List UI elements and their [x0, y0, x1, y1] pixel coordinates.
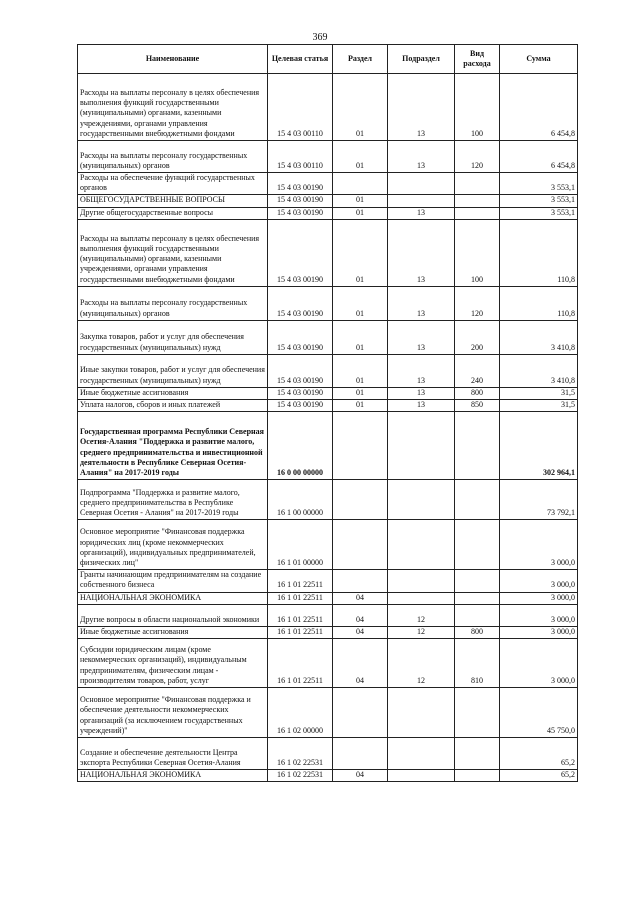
- header-sum: Сумма: [500, 45, 578, 74]
- table-row: [78, 195, 578, 207]
- table-row: [78, 219, 578, 286]
- row-sum: 6 454,8: [500, 141, 578, 173]
- row-sum: 31,5: [500, 387, 578, 399]
- row-expense-type: 120: [455, 286, 500, 320]
- table-row: [78, 570, 578, 592]
- row-expense-type: 100: [455, 74, 500, 141]
- row-expense-type: 810: [455, 639, 500, 688]
- table-row: [78, 141, 578, 173]
- row-name: НАЦИОНАЛЬНАЯ ЭКОНОМИКА: [78, 770, 268, 782]
- row-target-article: 16 1 01 22511: [268, 592, 333, 604]
- row-expense-type: 240: [455, 354, 500, 387]
- row-name: Государственная программа Республики Северная Осетия-Алания "Поддержка и развитие малого, среднего предпринимательства и инвестиционной деятельности в Республике Северная Осетия-Алания" на 2017-2019 годы: [78, 412, 268, 480]
- row-expense-type: [455, 207, 500, 219]
- table-row: [78, 74, 578, 141]
- row-target-article: 16 1 02 00000: [268, 688, 333, 738]
- row-target-article: 15 4 03 00190: [268, 400, 333, 412]
- row-sum: 3 410,8: [500, 354, 578, 387]
- row-name: Расходы на выплаты персоналу государственных (муниципальных) органов: [78, 141, 268, 173]
- row-name: ОБЩЕГОСУДАРСТВЕННЫЕ ВОПРОСЫ: [78, 195, 268, 207]
- row-name: Основное мероприятие "Финансовая поддержка юридических лиц (кроме некоммерческих организаций), индивидуальных предпринимателей, физических лиц": [78, 520, 268, 570]
- row-target-article: 15 4 03 00190: [268, 195, 333, 207]
- row-sum: 110,8: [500, 219, 578, 286]
- row-sum: 3 553,1: [500, 173, 578, 195]
- row-name: Другие общегосударственные вопросы: [78, 207, 268, 219]
- row-sum: 3 410,8: [500, 320, 578, 354]
- row-section: 01: [333, 141, 388, 173]
- row-subsection: [388, 592, 455, 604]
- row-expense-type: [455, 738, 500, 770]
- row-subsection: 13: [388, 400, 455, 412]
- row-section: [333, 412, 388, 480]
- row-name: Расходы на выплаты персоналу в целях обеспечения выполнения функций государственными (муниципальными) органами, казенными учреждениями, органами управления государственными внебюджетными фондами: [78, 219, 268, 286]
- page-number: 369: [312, 32, 328, 43]
- row-target-article: 16 0 00 00000: [268, 412, 333, 480]
- row-sum: 3 000,0: [500, 626, 578, 638]
- row-sum: 110,8: [500, 286, 578, 320]
- row-expense-type: [455, 412, 500, 480]
- row-subsection: 13: [388, 286, 455, 320]
- row-section: 01: [333, 387, 388, 399]
- row-subsection: 13: [388, 354, 455, 387]
- table-row: [78, 354, 578, 387]
- row-target-article: 15 4 03 00190: [268, 387, 333, 399]
- row-sum: 6 454,8: [500, 74, 578, 141]
- row-section: [333, 480, 388, 520]
- row-subsection: 13: [388, 320, 455, 354]
- row-section: 01: [333, 195, 388, 207]
- row-target-article: 15 4 03 00190: [268, 320, 333, 354]
- row-section: [333, 570, 388, 592]
- row-sum: 3 000,0: [500, 520, 578, 570]
- row-section: 04: [333, 626, 388, 638]
- row-subsection: [388, 520, 455, 570]
- table-row: [78, 387, 578, 399]
- row-subsection: [388, 770, 455, 782]
- row-subsection: [388, 195, 455, 207]
- row-expense-type: [455, 592, 500, 604]
- row-expense-type: 200: [455, 320, 500, 354]
- row-sum: 31,5: [500, 400, 578, 412]
- row-subsection: 13: [388, 219, 455, 286]
- table-row: [78, 604, 578, 626]
- row-target-article: 16 1 01 22511: [268, 626, 333, 638]
- table-row: [78, 173, 578, 195]
- row-section: 01: [333, 74, 388, 141]
- row-target-article: 16 1 01 22511: [268, 570, 333, 592]
- row-expense-type: 800: [455, 626, 500, 638]
- row-section: [333, 688, 388, 738]
- row-section: [333, 738, 388, 770]
- table-row: [78, 286, 578, 320]
- row-sum: 3 000,0: [500, 592, 578, 604]
- table-row: [78, 320, 578, 354]
- row-sum: 3 000,0: [500, 639, 578, 688]
- row-sum: 3 000,0: [500, 570, 578, 592]
- row-name: Субсидии юридическим лицам (кроме некоммерческих организаций), индивидуальным предпринимателям, физическим лицам - производителям товаров, работ, услуг: [78, 639, 268, 688]
- row-target-article: 16 1 01 00000: [268, 520, 333, 570]
- row-section: 04: [333, 592, 388, 604]
- row-subsection: [388, 688, 455, 738]
- row-name: Основное мероприятие "Финансовая поддержка и обеспечение деятельности некоммерческих организаций (за исключением государственных учреждений)": [78, 688, 268, 738]
- table-row: [78, 480, 578, 520]
- row-name: Закупка товаров, работ и услуг для обеспечения государственных (муниципальных) нужд: [78, 320, 268, 354]
- row-expense-type: [455, 173, 500, 195]
- table-row: [78, 400, 578, 412]
- row-sum: 45 750,0: [500, 688, 578, 738]
- header-subsection: Подраздел: [388, 45, 455, 74]
- row-subsection: [388, 173, 455, 195]
- row-expense-type: [455, 195, 500, 207]
- header-target-article: Целевая статья: [268, 45, 333, 74]
- row-section: 01: [333, 286, 388, 320]
- row-expense-type: 120: [455, 141, 500, 173]
- row-name: Иные бюджетные ассигнования: [78, 626, 268, 638]
- header-expense-type: Вид расхода: [455, 45, 500, 74]
- row-subsection: 13: [388, 387, 455, 399]
- row-target-article: 15 4 03 00110: [268, 74, 333, 141]
- budget-table: [77, 44, 578, 782]
- row-name: Иные бюджетные ассигнования: [78, 387, 268, 399]
- table-row: [78, 520, 578, 570]
- row-subsection: [388, 570, 455, 592]
- table-body: [78, 74, 578, 782]
- row-sum: 65,2: [500, 770, 578, 782]
- table-row: [78, 688, 578, 738]
- row-name: Расходы на выплаты персоналу государственных (муниципальных) органов: [78, 286, 268, 320]
- row-subsection: 13: [388, 207, 455, 219]
- table-row: [78, 639, 578, 688]
- row-expense-type: [455, 604, 500, 626]
- table-row: [78, 770, 578, 782]
- row-subsection: [388, 412, 455, 480]
- row-target-article: 15 4 03 00190: [268, 286, 333, 320]
- row-expense-type: 800: [455, 387, 500, 399]
- row-target-article: 15 4 03 00190: [268, 173, 333, 195]
- row-target-article: 15 4 03 00190: [268, 207, 333, 219]
- row-target-article: 16 1 00 00000: [268, 480, 333, 520]
- row-target-article: 15 4 03 00190: [268, 354, 333, 387]
- row-section: 04: [333, 770, 388, 782]
- row-target-article: 16 1 01 22511: [268, 604, 333, 626]
- row-name: Подпрограмма "Поддержка и развитие малого, среднего предпринимательства в Республике Северная Осетия - Алания" на 2017-2019 годы: [78, 480, 268, 520]
- row-target-article: 16 1 02 22531: [268, 770, 333, 782]
- row-target-article: 16 1 02 22531: [268, 738, 333, 770]
- header-name: Наименование: [78, 45, 268, 74]
- row-subsection: 13: [388, 141, 455, 173]
- row-subsection: 12: [388, 604, 455, 626]
- row-section: 01: [333, 400, 388, 412]
- row-name: Гранты начинающим предпринимателям на создание собственного бизнеса: [78, 570, 268, 592]
- row-subsection: 12: [388, 626, 455, 638]
- row-name: Расходы на обеспечение функций государственных органов: [78, 173, 268, 195]
- row-target-article: 16 1 01 22511: [268, 639, 333, 688]
- row-sum: 3 000,0: [500, 604, 578, 626]
- row-name: Иные закупки товаров, работ и услуг для обеспечения государственных (муниципальных) нужд: [78, 354, 268, 387]
- row-name: Другие вопросы в области национальной экономики: [78, 604, 268, 626]
- row-expense-type: [455, 480, 500, 520]
- table-row: [78, 626, 578, 638]
- row-subsection: 12: [388, 639, 455, 688]
- row-section: [333, 520, 388, 570]
- table-row: [78, 412, 578, 480]
- row-section: 01: [333, 219, 388, 286]
- row-sum: 3 553,1: [500, 195, 578, 207]
- header-section: Раздел: [333, 45, 388, 74]
- row-section: [333, 173, 388, 195]
- row-subsection: [388, 738, 455, 770]
- table-row: [78, 592, 578, 604]
- row-sum: 3 553,1: [500, 207, 578, 219]
- row-section: 01: [333, 354, 388, 387]
- table-row: [78, 738, 578, 770]
- row-target-article: 15 4 03 00190: [268, 219, 333, 286]
- row-name: Создание и обеспечение деятельности Центра экспорта Республики Северная Осетия-Алания: [78, 738, 268, 770]
- row-name: Уплата налогов, сборов и иных платежей: [78, 400, 268, 412]
- row-expense-type: 850: [455, 400, 500, 412]
- row-section: 04: [333, 604, 388, 626]
- row-expense-type: 100: [455, 219, 500, 286]
- row-name: НАЦИОНАЛЬНАЯ ЭКОНОМИКА: [78, 592, 268, 604]
- table-row: [78, 207, 578, 219]
- row-name: Расходы на выплаты персоналу в целях обеспечения выполнения функций государственными (муниципальными) органами, казенными учреждениями, органами управления государственными внебюджетными фондами: [78, 74, 268, 141]
- row-subsection: [388, 480, 455, 520]
- row-sum: 65,2: [500, 738, 578, 770]
- row-section: 04: [333, 639, 388, 688]
- row-expense-type: [455, 688, 500, 738]
- row-section: 01: [333, 207, 388, 219]
- row-sum: 302 964,1: [500, 412, 578, 480]
- row-target-article: 15 4 03 00110: [268, 141, 333, 173]
- row-section: 01: [333, 320, 388, 354]
- table-header-row: [78, 45, 578, 74]
- row-expense-type: [455, 770, 500, 782]
- row-expense-type: [455, 570, 500, 592]
- row-expense-type: [455, 520, 500, 570]
- row-sum: 73 792,1: [500, 480, 578, 520]
- row-subsection: 13: [388, 74, 455, 141]
